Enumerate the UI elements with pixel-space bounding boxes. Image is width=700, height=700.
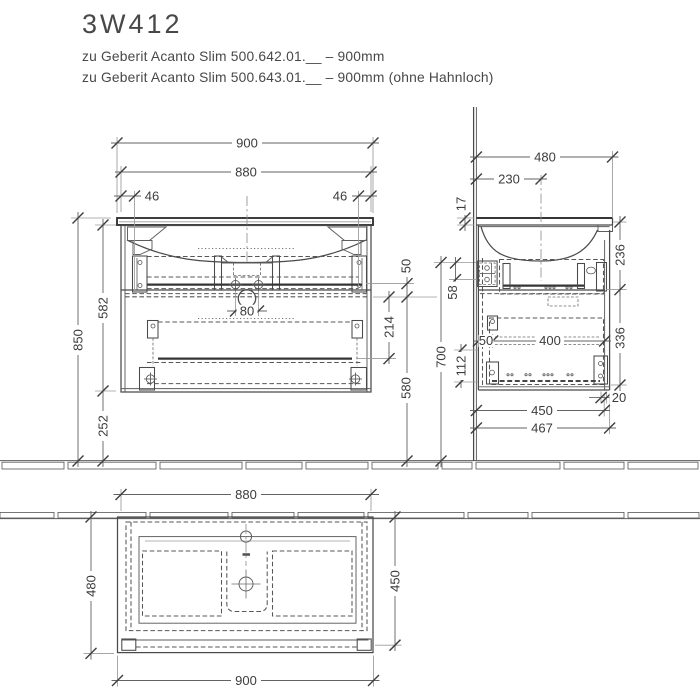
dim-plan-depth-450 — [388, 566, 403, 596]
product-reference-1: zu Geberit Acanto Slim 500.642.01.__ – 900mm — [82, 49, 385, 64]
svg-text:850: 850 — [70, 329, 86, 351]
svg-text:700: 700 — [433, 346, 449, 368]
dim-front-gap-50 — [399, 255, 414, 277]
dim-front-offset-right — [330, 189, 351, 204]
model-number: 3W412 — [82, 9, 183, 39]
dim-front-cabinet-width — [231, 165, 261, 180]
plan-fittings — [232, 524, 261, 599]
dim-front-drain-spacing — [237, 304, 258, 319]
svg-text:400: 400 — [539, 333, 561, 349]
svg-text:50: 50 — [478, 333, 494, 349]
svg-text:80: 80 — [239, 303, 255, 319]
dim-side-upper-height — [613, 240, 628, 270]
plan-outline — [118, 517, 374, 653]
dim-side-gap-58 — [445, 282, 460, 304]
svg-text:582: 582 — [95, 297, 111, 319]
dim-front-total-width — [232, 136, 262, 151]
svg-text:17: 17 — [453, 196, 469, 212]
svg-text:230: 230 — [498, 171, 520, 187]
dim-side-top-thickness — [454, 193, 469, 215]
svg-text:236: 236 — [612, 244, 628, 266]
plan-view — [84, 487, 403, 688]
dim-plan-cabinet-width — [231, 487, 261, 502]
svg-text:112: 112 — [453, 355, 469, 377]
svg-text:46: 46 — [144, 188, 160, 204]
side-view — [445, 107, 628, 461]
dim-mount-height-700 — [434, 342, 449, 372]
svg-text:480: 480 — [534, 149, 556, 165]
dim-front-cabinet-height — [96, 293, 111, 323]
drawer-slide-right — [352, 256, 367, 292]
wall-mount-bracket — [478, 261, 498, 287]
front-upper-drawer — [133, 256, 367, 307]
dim-front-offset-left — [142, 189, 163, 204]
dim-side-total-depth — [530, 150, 560, 165]
svg-text:50: 50 — [398, 258, 414, 274]
dim-front-height-580 — [399, 373, 414, 403]
screw-icon — [229, 278, 242, 291]
svg-text:214: 214 — [381, 316, 397, 338]
side-upper-drawer — [500, 260, 607, 307]
svg-text:467: 467 — [531, 420, 553, 436]
wall-line-plan — [0, 512, 700, 518]
dim-side-cabinet-depth — [527, 403, 557, 418]
dim-side-bottom-inset — [610, 390, 629, 405]
dim-side-inset-50 — [479, 333, 494, 348]
svg-text:336: 336 — [612, 327, 628, 349]
front-view — [71, 136, 478, 467]
dim-front-total-height — [71, 325, 86, 355]
dim-side-drawer-depth — [536, 333, 564, 348]
dim-plan-depth-480 — [84, 571, 99, 601]
svg-text:450: 450 — [387, 570, 403, 592]
svg-text:480: 480 — [83, 575, 99, 597]
dim-front-floor-clearance — [96, 411, 111, 441]
side-lower-drawer — [487, 316, 608, 385]
dim-side-gap-112 — [454, 352, 469, 380]
svg-text:46: 46 — [332, 188, 348, 204]
product-reference-2: zu Geberit Acanto Slim 500.643.01.__ – 900mm (ohne Hahnloch) — [82, 69, 494, 85]
svg-text:900: 900 — [236, 135, 258, 151]
svg-text:900: 900 — [235, 673, 257, 688]
front-dimensions — [71, 136, 478, 467]
screw-icon — [252, 278, 265, 291]
washbasin-front-profile — [127, 196, 367, 319]
side-dimensions — [445, 150, 628, 436]
dim-side-lower-height — [613, 323, 628, 353]
svg-text:252: 252 — [95, 415, 111, 437]
dim-side-front-depth — [527, 421, 557, 436]
svg-text:880: 880 — [235, 487, 257, 502]
floor-line — [0, 461, 700, 469]
svg-text:58: 58 — [445, 285, 461, 300]
svg-text:880: 880 — [235, 164, 257, 180]
dim-side-tap-offset — [494, 172, 524, 187]
svg-text:450: 450 — [531, 403, 553, 418]
front-lower-drawer — [140, 321, 367, 391]
dim-front-gap-214 — [382, 312, 397, 342]
dim-plan-total-width — [231, 673, 261, 688]
plan-drawers — [143, 551, 353, 616]
svg-text:580: 580 — [398, 377, 414, 399]
svg-text:20: 20 — [611, 390, 627, 406]
